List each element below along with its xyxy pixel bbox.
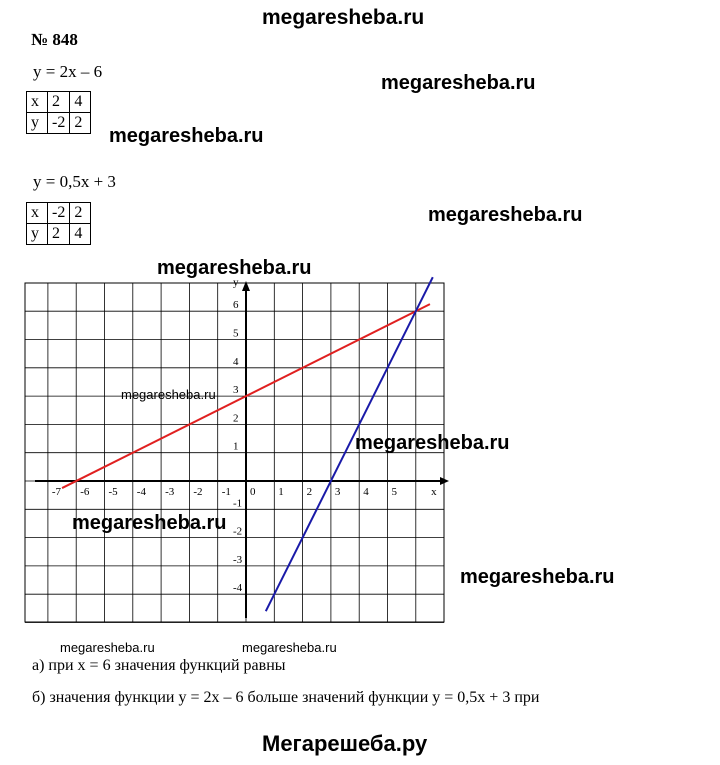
problem-number: № 848 [31,30,78,49]
watermark: megaresheba.ru [242,640,337,655]
watermark: megaresheba.ru [355,432,510,454]
y-tick-label: 3 [233,384,239,397]
watermark: megaresheba.ru [157,257,312,279]
watermark: megaresheba.ru [121,387,216,402]
y-tick-label: y [233,276,239,289]
table-header-x: x [27,92,48,113]
x-tick-label: -3 [165,486,175,498]
x-tick-label: -4 [136,486,146,498]
watermark: megaresheba.ru [60,640,155,655]
y-tick-label: 2 [233,412,239,425]
series-line-2x-minus-6 [266,277,433,611]
x-tick-label: -6 [80,486,90,498]
table-cell: -2 [48,113,70,134]
x-tick-label: 1 [278,486,284,498]
y-tick-label: 6 [233,299,239,312]
footer-brand: Мегарешеба.ру [262,731,428,756]
watermark: megaresheba.ru [428,204,583,226]
x-tick-label: 5 [391,486,397,498]
x-tick-label: x [431,486,437,498]
x-tick-label: -1 [221,486,231,498]
y-tick-label: 4 [233,355,239,368]
table-cell: 2 [48,224,70,245]
answer-a: а) при x = 6 значения функций равны [32,657,286,674]
table-cell: 4 [70,92,91,113]
x-tick-label: 0 [250,486,256,498]
answer-b: б) значения функции y = 2x – 6 больше значений функции y = 0,5x + 3 при [32,689,540,706]
y-tick-label: 1 [233,440,239,453]
x-tick-label: 4 [363,486,369,498]
x-tick-label: -5 [108,486,118,498]
x-tick-label: 3 [334,486,341,498]
x-tick-label: -7 [51,486,62,498]
watermark: megaresheba.ru [381,72,536,94]
watermark: megaresheba.ru [460,566,615,588]
table-cell: 2 [70,203,91,224]
table-header-y: y [27,224,48,245]
function-1-formula: y = 2x – 6 [33,62,103,81]
watermark-top: megaresheba.ru [262,6,425,29]
y-tick-label: -4 [233,582,243,595]
y-tick-label: 5 [233,327,239,340]
table-cell: 2 [48,92,70,113]
table-cell: 4 [70,224,91,245]
x-tick-label: 2 [306,486,313,498]
y-tick-label: -2 [233,525,243,538]
table-header-x: x [27,203,48,224]
y-tick-label: -1 [233,497,243,510]
table-header-y: y [27,113,48,134]
table-cell: -2 [48,203,70,224]
function-2-formula: y = 0,5x + 3 [33,172,116,191]
table-cell: 2 [70,113,91,134]
watermark: megaresheba.ru [109,125,264,147]
x-tick-label: -2 [193,486,203,498]
watermark: megaresheba.ru [72,512,227,534]
y-tick-label: -3 [233,553,243,566]
